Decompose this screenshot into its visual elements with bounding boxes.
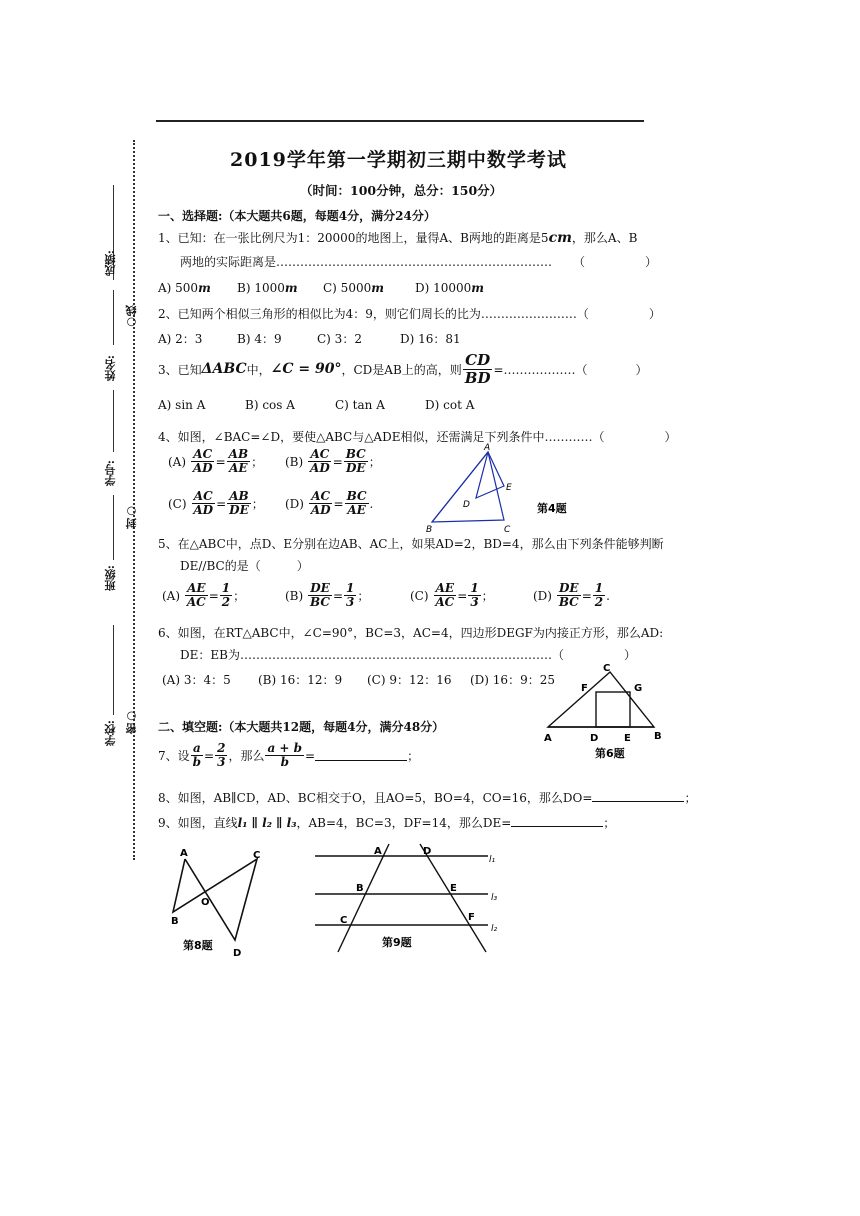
q3-num: CD xyxy=(465,351,491,369)
q4-point-a: A xyxy=(484,443,491,453)
q1-stem-tail: ，那么A、B xyxy=(571,231,638,245)
q9-label-b: B xyxy=(356,883,364,894)
q1-option-a-unit: m xyxy=(198,281,211,295)
q4-c-d2: DE xyxy=(229,503,249,518)
q5-c-frac2 xyxy=(468,582,480,609)
q8-label-d: D xyxy=(233,948,242,959)
q8-label-o: O xyxy=(201,897,210,908)
q4-option-b: (B) $\frac{AC}{AD}$ = $\frac{BC}{DE}$ ； xyxy=(285,447,381,476)
q3-option-a: A) sin A xyxy=(158,398,206,412)
q5-a-frac1 xyxy=(185,582,208,609)
q5-c-frac1 xyxy=(433,582,456,609)
class-line xyxy=(113,495,114,560)
q5-c-d2: 3 xyxy=(470,595,479,610)
q9-label-l3: l₃ xyxy=(491,893,498,903)
q5-a-label: (A) xyxy=(162,588,181,603)
q9-figure xyxy=(310,840,510,960)
q5-option-c: (C) $\frac{AE}{AC}$ = $\frac{1}{3}$ ； xyxy=(410,581,494,610)
q2-option-a: A) 2：3 xyxy=(158,332,203,346)
q6-triangle xyxy=(548,672,654,727)
q7-answer-blank[interactable] xyxy=(315,750,407,761)
q4-c-n2: AB xyxy=(229,489,249,503)
q9-end: ； xyxy=(603,816,616,830)
q1-unit: cm xyxy=(548,230,572,246)
q5-c-label: (C) xyxy=(410,588,429,603)
section2-heading: 二、填空题:（本大题共12题，每题4分，满分48分） xyxy=(158,720,445,734)
school-line xyxy=(113,625,114,715)
q2-option-b: B) 4：9 xyxy=(237,332,282,346)
q5-stem: 5、在△ABC中，点D、E分别在边AB、AC上，如果AD=2，BD=4，那么由下列条件能够判断 xyxy=(158,537,664,551)
q5-line2: DE//BC的是（ ） xyxy=(180,559,309,573)
q9-label-d: D xyxy=(423,846,432,857)
q7-frac-23 xyxy=(215,742,227,769)
q1-stem xyxy=(158,229,637,246)
q7-text-d: ； xyxy=(407,749,420,764)
q3-stem-c: ，CD是AB上的高，则 xyxy=(341,362,462,377)
q2-stem: 2、已知两个相似三角形的相似比为4：9，则它们周长的比为……………………（ ） xyxy=(158,307,661,321)
q6-figure xyxy=(540,660,670,765)
q6-label-c: C xyxy=(603,663,611,674)
q4-b-n2: BC xyxy=(345,447,366,461)
q4-b-label: (B) xyxy=(285,454,304,469)
q1-option-d-text: D) 10000 xyxy=(415,281,472,295)
q2-option-c: C) 3：2 xyxy=(317,332,362,346)
q4-point-c: C xyxy=(504,525,511,535)
q4-point-d: D xyxy=(463,500,470,510)
q4-c-label: (C) xyxy=(168,496,187,511)
q9-parallel-lines: l₁ ∥ l₂ ∥ l₃ xyxy=(237,816,297,830)
q6-line2: DE：EB为……………………………………………………………………（ ） xyxy=(180,648,636,662)
q7-text-c: = xyxy=(305,748,316,763)
q1-line2: 两地的实际距离是…………………………………………………………… xyxy=(180,255,553,269)
q4-d-d2: AE xyxy=(347,503,366,518)
q4-a-frac2 xyxy=(227,448,250,475)
class-label: 班级: xyxy=(104,565,117,592)
student-no-label: 学号: xyxy=(104,460,117,487)
exam-subtitle: （时间：100分钟，总分：150分） xyxy=(300,183,503,198)
q8-stem xyxy=(158,789,696,806)
score-label: 成绩: xyxy=(104,250,117,277)
q3-angle: ∠C = 90° xyxy=(270,361,342,377)
q5-d-frac2 xyxy=(593,582,605,609)
q3-stem xyxy=(158,352,648,386)
q9-label-a: A xyxy=(374,846,382,857)
q4-a-n1: AC xyxy=(193,447,213,461)
q1-option-b-unit: m xyxy=(284,281,298,295)
q8-answer-blank[interactable] xyxy=(592,791,684,802)
q6-square xyxy=(596,692,630,727)
q5-d-d2: 2 xyxy=(594,595,604,610)
q4-c-d1: AD xyxy=(193,503,214,518)
q4-b-n1: AC xyxy=(310,447,330,461)
q9-label-l2: l₂ xyxy=(491,924,498,934)
q9-text-b: ，AB=4，BC=3，DF=14，那么DE= xyxy=(296,816,512,830)
q4-option-c: (C) $\frac{AC}{AD}$ = $\frac{AB}{DE}$ ； xyxy=(168,489,264,518)
q6-label-g: G xyxy=(634,683,643,694)
q1-option-a-text: A) 500 xyxy=(158,281,199,295)
q6-option-c: (C) 9：12：16 xyxy=(367,673,452,687)
q5-a-n2: 1 xyxy=(221,581,231,595)
q1-option-a xyxy=(158,281,211,295)
q9-caption: 第9题 xyxy=(382,936,412,949)
top-rule xyxy=(156,120,644,122)
q9-transversal-2 xyxy=(420,844,486,952)
q8-figure xyxy=(165,845,275,960)
q6-option-a: (A) 3：4：5 xyxy=(162,673,231,687)
q3-stem-a: 3、已知 xyxy=(158,362,202,377)
xian-mark: ○线 xyxy=(125,305,138,329)
q5-a-frac2 xyxy=(220,582,232,609)
q1-stem-text: 1、已知：在一张比例尺为1：20000的地图上，量得A、B两地的距离是5 xyxy=(158,231,549,245)
q4-b-frac2 xyxy=(344,448,368,475)
q5-option-b: (B) $\frac{DE}{BC}$ = $\frac{1}{3}$ ； xyxy=(285,581,370,610)
q4-c-frac2 xyxy=(227,490,251,517)
q4-a-label: (A) xyxy=(168,454,187,469)
q5-a-d2: 2 xyxy=(221,595,231,610)
student-no-line xyxy=(113,390,114,452)
q5-b-label: (B) xyxy=(285,588,304,603)
q8-caption: 第8题 xyxy=(183,939,213,952)
q4-b-d2: DE xyxy=(345,461,366,476)
q8-text: 8、如图，AB∥CD，AD、BC相交于O，且AO=5，BO=4，CO=16，那么DO= xyxy=(158,791,593,805)
q5-option-d: (D) $\frac{DE}{BC}$ = $\frac{1}{2}$ . xyxy=(533,581,610,610)
q5-d-n2: 1 xyxy=(594,581,604,595)
q9-label-f: F xyxy=(468,912,475,923)
name-label: 姓名: xyxy=(104,355,117,382)
q1-paren: （ ） xyxy=(573,255,658,269)
q4-figure xyxy=(420,440,605,540)
q8-end: ； xyxy=(684,791,697,805)
q6-option-b: (B) 16：12：9 xyxy=(258,673,343,687)
q7-stem xyxy=(158,742,419,769)
section1-heading: 一、选择题:（本大题共6题，每题4分，满分24分） xyxy=(158,209,436,223)
q3-option-c: C) tan A xyxy=(335,398,385,412)
q4-a-n2: AB xyxy=(228,447,249,461)
q5-c-n2: 1 xyxy=(470,581,479,595)
q4-c-frac1 xyxy=(191,490,215,517)
q4-stem: 4、如图，∠BAC=∠D，要使△ABC与△ADE相似，还需满足下列条件中…………（ ） xyxy=(158,430,677,444)
q9-stem xyxy=(158,814,615,831)
q6-option-d: (D) 16：9：25 xyxy=(470,673,555,687)
q4-point-e: E xyxy=(506,483,512,493)
q1-option-c-text: C) 5000 xyxy=(323,281,372,295)
feng-mark: 封○ xyxy=(125,505,138,529)
exam-title: 2019学年第一学期初三期中数学考试 xyxy=(230,149,567,171)
q8-label-b: B xyxy=(171,916,179,927)
q4-a-d1: AD xyxy=(192,461,213,476)
q4-option-d: (D) $\frac{AC}{AD}$ = $\frac{BC}{AE}$ . xyxy=(285,489,374,518)
q4-d-frac2 xyxy=(345,490,369,517)
q1-option-d-unit: m xyxy=(471,281,484,295)
q4-b-frac1 xyxy=(308,448,332,475)
q4-d-d1: AD xyxy=(310,503,331,518)
mi-mark: 密○ xyxy=(125,710,138,734)
q6-caption: 第6题 xyxy=(595,747,625,760)
q5-b-n1: DE xyxy=(310,581,330,595)
q7-n1: a xyxy=(192,741,201,755)
q4-b-d1: AD xyxy=(310,461,330,476)
q9-label-l1: l₁ xyxy=(489,855,496,865)
q7-n2: 2 xyxy=(217,741,226,755)
q4-a-d2: AE xyxy=(229,461,248,476)
q4-c-n1: AC xyxy=(193,489,213,503)
q5-d-d1: BC xyxy=(558,595,579,610)
q1-option-b xyxy=(237,281,298,295)
q4-point-b: B xyxy=(426,525,433,535)
q4-caption: 第4题 xyxy=(537,502,567,515)
q7-frac-sum xyxy=(265,742,304,769)
q1-option-d xyxy=(415,281,484,295)
q5-b-d2: 3 xyxy=(346,595,355,610)
q7-text-a: 7、设 xyxy=(158,749,190,764)
q6-stem: 6、如图，在RT△ABC中，∠C=90°，BC=3，AC=4，四边形DEGF为内接正方形，那么AD: xyxy=(158,626,664,640)
q4-d-frac1 xyxy=(309,490,333,517)
q4-d-label: (D) xyxy=(285,496,304,511)
q4-a-frac1 xyxy=(191,448,215,475)
school-label: 学校: xyxy=(104,720,117,747)
q5-b-d1: BC xyxy=(310,595,330,610)
q6-label-b: B xyxy=(654,731,662,742)
q7-d3: b xyxy=(280,755,289,770)
q5-c-n1: AE xyxy=(435,581,455,595)
q2-option-d: D) 16：81 xyxy=(400,332,461,346)
q5-a-d1: AC xyxy=(186,595,206,610)
q5-d-frac1 xyxy=(557,582,581,609)
q3-option-d: D) cot A xyxy=(425,398,475,412)
q3-triangle: ΔABC xyxy=(201,361,247,377)
q9-text-a: 9、如图，直线 xyxy=(158,816,238,830)
q8-lines xyxy=(173,859,257,940)
q4-triangle-ade xyxy=(432,452,504,522)
q6-label-a: A xyxy=(544,733,552,744)
q6-label-e: E xyxy=(624,733,631,744)
q7-d1: b xyxy=(192,755,202,770)
q6-label-d: D xyxy=(590,733,599,744)
q8-label-a: A xyxy=(180,848,188,859)
q5-b-frac2 xyxy=(344,582,356,609)
q3-stem-d: =………………（ ） xyxy=(493,362,648,377)
q4-d-n2: BC xyxy=(346,489,367,503)
q1-option-c xyxy=(323,281,384,295)
q5-d-n1: DE xyxy=(558,581,579,595)
q1-option-b-text: B) 1000 xyxy=(237,281,285,295)
q5-d-label: (D) xyxy=(533,588,552,603)
q9-label-c: C xyxy=(340,915,348,926)
q7-d2: 3 xyxy=(217,755,226,770)
name-line xyxy=(113,290,114,345)
q7-n3: a + b xyxy=(267,741,303,755)
q5-b-frac1 xyxy=(308,582,332,609)
q7-eq: = xyxy=(204,748,215,763)
q9-label-e: E xyxy=(450,883,457,894)
q8-label-c: C xyxy=(253,850,261,861)
q1-option-c-unit: m xyxy=(371,281,384,295)
q4-option-a: (A) $\frac{AC}{AD}$ = $\frac{AB}{AE}$ ； xyxy=(168,447,264,476)
q3-den: BD xyxy=(464,368,491,387)
q3-option-b: B) cos A xyxy=(245,398,295,412)
q4-d-n1: AC xyxy=(311,489,331,503)
q5-a-n1: AE xyxy=(187,581,206,595)
q6-label-f: F xyxy=(581,683,588,694)
q5-b-n2: 1 xyxy=(346,581,355,595)
q7-frac-ab xyxy=(191,742,203,769)
q9-answer-blank[interactable] xyxy=(511,816,603,827)
binding-dotted-line xyxy=(133,140,135,860)
q3-stem-b: 中， xyxy=(246,362,271,377)
q3-fraction xyxy=(463,352,493,386)
q5-option-a: (A) $\frac{AE}{AC}$ = $\frac{1}{2}$ ； xyxy=(162,581,246,610)
q7-text-b: ，那么 xyxy=(228,749,265,764)
q5-c-d1: AC xyxy=(435,595,455,610)
